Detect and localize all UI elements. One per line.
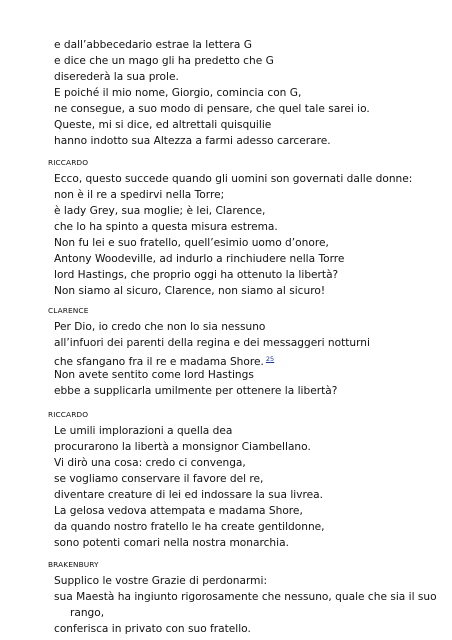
verse-line: hanno indotto sua Altezza a farmi adesso carcerare. xyxy=(54,135,331,147)
speaker-name: RICCARDO xyxy=(48,158,89,167)
verse-line: ebbe a supplicarla umilmente per ottenere la libertà? xyxy=(54,385,338,397)
footnote-link[interactable]: 25 xyxy=(265,355,275,363)
verse-line: diserederà la sua prole. xyxy=(54,71,179,83)
verse-line: sua Maestà ha ingiunto rigorosamente che nessuno, quale che sia il suo xyxy=(54,591,437,603)
verse-line: E poiché il mio nome, Giorgio, comincia con G, xyxy=(54,87,302,99)
verse-line: se vogliamo conservare il favore del re, xyxy=(54,473,264,485)
verse-line: Non siamo al sicuro, Clarence, non siamo al sicuro! xyxy=(54,285,326,297)
verse-line: Antony Woodeville, ad indurlo a rinchiudere nella Torre xyxy=(54,253,345,265)
verse-line: Per Dio, io credo che non lo sia nessuno xyxy=(54,321,266,333)
verse-line: Non avete sentito come lord Hastings xyxy=(54,369,254,381)
verse-line: Supplico le vostre Grazie di perdonarmi: xyxy=(54,575,268,587)
verse-line: sono potenti comari nella nostra monarchia. xyxy=(54,537,289,549)
verse-line: Queste, mi si dice, ed altrettali quisquilie xyxy=(54,119,272,131)
speaker-name: CLARENCE xyxy=(48,306,89,315)
verse-line: Le umili implorazioni a quella dea xyxy=(54,425,233,437)
verse-line xyxy=(54,352,274,369)
verse-line: diventare creature di lei ed indossare la sua livrea. xyxy=(54,489,324,501)
verse-line: La gelosa vedova attempata e madama Shore, xyxy=(54,505,303,517)
verse-line-continuation: rango, xyxy=(70,607,105,619)
verse-line: all’infuori dei parenti della regina e dei messaggeri notturni xyxy=(54,337,370,349)
verse-line: Vi dirò una cosa: credo ci convenga, xyxy=(54,457,246,469)
verse-line: procurarono la libertà a monsignor Ciambellano. xyxy=(54,441,311,453)
speaker-name: RICCARDO xyxy=(48,410,89,419)
verse-line: e dall’abbecedario estrae la lettera G xyxy=(54,39,252,51)
verse-line: da quando nostro fratello le ha create gentildonne, xyxy=(54,521,325,533)
verse-line: che lo ha spinto a questa misura estrema. xyxy=(54,221,278,233)
verse-line: lord Hastings, che proprio oggi ha ottenuto la libertà? xyxy=(54,269,339,281)
verse-line: Ecco, questo succede quando gli uomini son governati dalle donne: xyxy=(54,173,413,185)
verse-text: che sfangano fra il re e madama Shore. xyxy=(54,356,264,368)
verse-line: è lady Grey, sua moglie; è lei, Clarence, xyxy=(54,205,266,217)
verse-line: Non fu lei e suo fratello, quell’esimio uomo d’onore, xyxy=(54,237,329,249)
verse-line: ne consegue, a suo modo di pensare, che quel tale sarei io. xyxy=(54,103,370,115)
speaker-name: BRAKENBURY xyxy=(48,560,99,569)
verse-line: non è il re a spedirvi nella Torre; xyxy=(54,189,225,201)
verse-line: conferisca in privato con suo fratello. xyxy=(54,623,251,635)
verse-line: e dice che un mago gli ha predetto che G xyxy=(54,55,274,67)
